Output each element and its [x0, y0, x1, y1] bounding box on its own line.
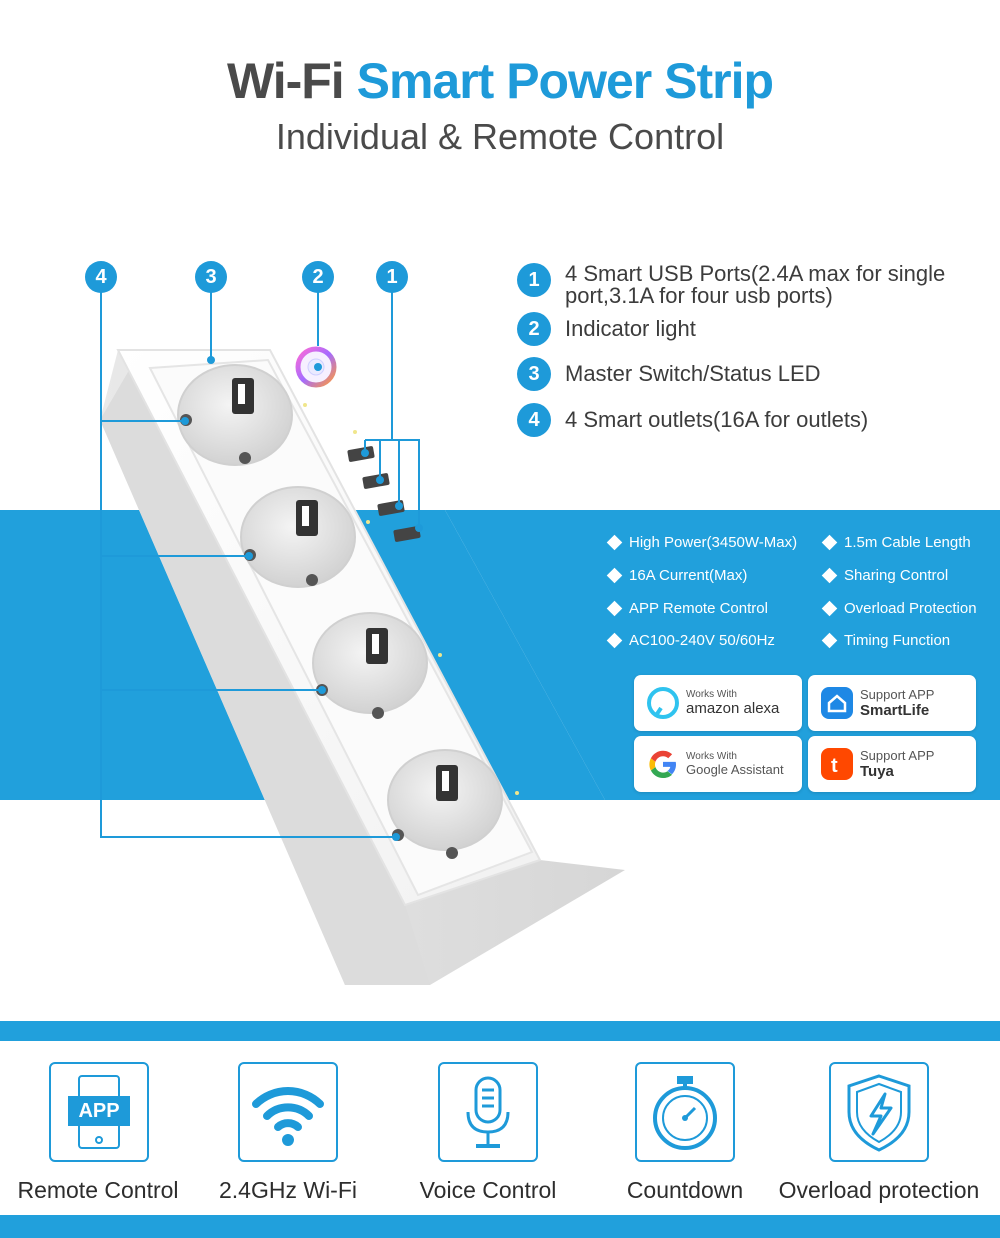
diamond-bullet-icon [607, 535, 623, 551]
diamond-bullet-icon [822, 601, 838, 617]
microphone-icon [438, 1062, 538, 1162]
badge-tuya: t Support APP Tuya [808, 736, 976, 792]
page-subtitle: Individual & Remote Control [275, 116, 725, 157]
legend-text: 4 Smart outlets(16A for outlets) [565, 407, 869, 432]
app-icon-text: APP [78, 1100, 120, 1122]
alexa-icon [646, 686, 680, 720]
diamond-bullet-icon [607, 601, 623, 617]
feature-item: AC100-240V 50/60Hz [609, 632, 775, 649]
wifi-icon [238, 1062, 338, 1162]
callout-2: 2 [302, 261, 334, 293]
feature-item: Timing Function [824, 632, 950, 649]
diamond-bullet-icon [607, 633, 623, 649]
legend-item-indicator [517, 312, 985, 346]
legend-number: 2 [517, 312, 551, 346]
feature-item: APP Remote Control [609, 600, 768, 617]
callout-4: 4 [85, 261, 117, 293]
divider-stripe-bottom [0, 1215, 1000, 1238]
feature-item: High Power(3450W-Max) [609, 534, 797, 551]
legend-text: Indicator light [565, 316, 696, 341]
smartlife-icon [820, 686, 854, 720]
svg-text:t: t [831, 755, 838, 777]
feature-label-overload-protection: Overload protection [778, 1177, 980, 1203]
diamond-bullet-icon [822, 568, 838, 584]
tuya-icon [820, 747, 854, 781]
legend-number: 3 [517, 357, 551, 391]
title-wifi: Wi-Fi [226, 53, 344, 109]
stopwatch-icon [635, 1062, 735, 1162]
feature-item: Sharing Control [824, 567, 948, 584]
badge-smartlife: Support APP SmartLife [808, 675, 976, 731]
feature-item: Overload Protection [824, 600, 977, 617]
feature-label-countdown: Countdown [626, 1177, 744, 1203]
title-product: Smart Power Strip [356, 53, 774, 109]
badge-google-assistant: Works With Google Assistant [634, 736, 802, 792]
callout-3: 3 [195, 261, 227, 293]
legend-item-master-switch [517, 357, 985, 391]
diamond-bullet-icon [822, 535, 838, 551]
feature-label-voice-control: Voice Control [419, 1177, 557, 1203]
feature-item: 16A Current(Max) [609, 567, 747, 584]
legend-number: 1 [517, 263, 551, 297]
legend-item-usb [517, 263, 985, 307]
feature-label-remote-control: Remote Control [17, 1177, 179, 1203]
legend-text: 4 Smart USB Ports(2.4A max for single port,3.1A for four usb ports) [565, 261, 946, 308]
google-icon [646, 747, 680, 781]
divider-stripe-top [0, 1021, 1000, 1041]
feature-item: 1.5m Cable Length [824, 534, 971, 551]
diamond-bullet-icon [822, 633, 838, 649]
shield-lightning-icon [829, 1062, 929, 1162]
callout-1: 1 [376, 261, 408, 293]
badge-alexa: Works With amazon alexa [634, 675, 802, 731]
legend-number: 4 [517, 403, 551, 437]
legend-item-outlets [517, 403, 985, 437]
legend-text: Master Switch/Status LED [565, 361, 821, 386]
app-phone-icon [49, 1062, 149, 1162]
diamond-bullet-icon [607, 568, 623, 584]
feature-label-wifi: 2.4GHz Wi-Fi [219, 1177, 357, 1203]
